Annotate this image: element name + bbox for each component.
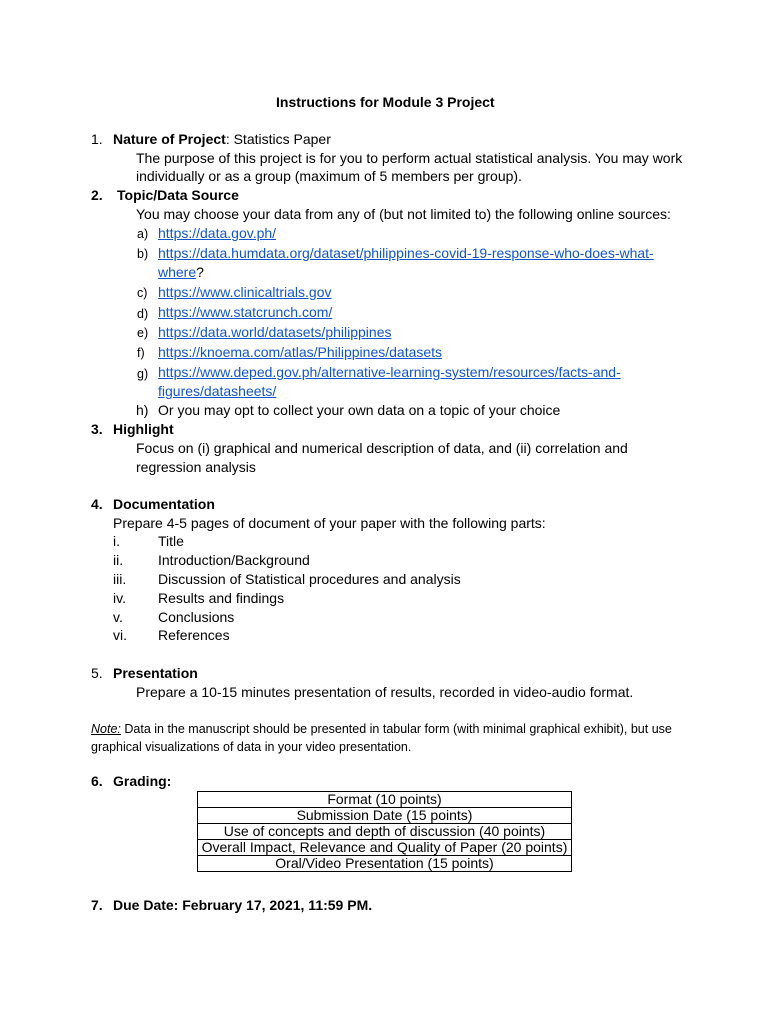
- section-4-intro: Prepare 4-5 pages of document of your paper with the following parts:: [113, 515, 546, 531]
- note-line-2: graphical visualizations of data in your video presentation.: [91, 740, 412, 754]
- section-1-number: 1.: [91, 131, 103, 147]
- source-link-deped[interactable]: https://www.deped.gov.ph/alternative-learning-system/resources/facts-and-: [158, 364, 621, 380]
- table-row: [198, 792, 572, 808]
- source-marker-h: h): [136, 402, 149, 418]
- grading-overall-impact: Overall Impact, Relevance and Quality of Paper (20 points): [198, 840, 572, 856]
- section-1-heading: [113, 130, 331, 148]
- part-references: References: [158, 627, 230, 643]
- part-results: Results and findings: [158, 590, 285, 606]
- grading-submission-date: Submission Date (15 points): [198, 808, 572, 824]
- due-date: Due Date: February 17, 2021, 11:59 PM.: [113, 897, 373, 913]
- section-6-number: 6.: [91, 773, 103, 789]
- source-link-humdata[interactable]: https://data.humdata.org/dataset/philippines-covid-19-response-who-does-what-: [158, 245, 654, 261]
- source-marker-a: a): [137, 227, 149, 241]
- section-5-label: Presentation: [113, 665, 198, 681]
- note-text-1: Data in the manuscript should be presented in tabular form (with minimal graphical exhibit), but use: [120, 722, 672, 736]
- table-row: [198, 840, 572, 856]
- source-marker-f: f): [137, 346, 145, 360]
- part-marker-v: v.: [113, 609, 123, 625]
- section-2-number: 2.: [91, 187, 103, 203]
- section-1-label: Nature of Project: [113, 131, 226, 147]
- source-link-data-gov-ph[interactable]: https://data.gov.ph/: [158, 225, 277, 241]
- part-introduction: Introduction/Background: [158, 552, 310, 568]
- grading-concepts: Use of concepts and depth of discussion (40 points): [198, 824, 572, 840]
- source-marker-e: e): [137, 326, 149, 340]
- grading-table: [197, 791, 572, 872]
- table-row: [198, 808, 572, 824]
- section-7-number: 7.: [91, 897, 103, 913]
- section-2-label: Topic/Data Source: [117, 187, 239, 203]
- section-1-value: : Statistics Paper: [225, 131, 331, 147]
- part-marker-vi: vi.: [113, 627, 127, 643]
- part-discussion: Discussion of Statistical procedures and analysis: [158, 571, 461, 587]
- source-marker-c: c): [137, 286, 148, 300]
- source-humdata-suffix: ?: [196, 264, 204, 280]
- section-3-number: 3.: [91, 421, 103, 437]
- source-marker-b: b): [137, 247, 149, 261]
- section-5-line: Prepare a 10-15 minutes presentation of results, recorded in video-audio format.: [136, 684, 634, 700]
- grading-format: Format (10 points): [198, 792, 572, 808]
- table-row: [198, 856, 572, 872]
- document-title: Instructions for Module 3 Project: [276, 94, 495, 110]
- section-3-label: Highlight: [113, 421, 174, 437]
- note-label: Note:: [91, 722, 121, 736]
- section-1-line-2: individually or as a group (maximum of 5 members per group).: [136, 168, 522, 184]
- table-row: [198, 824, 572, 840]
- section-6-label: Grading:: [113, 773, 172, 789]
- section-1-line-1: The purpose of this project is for you to perform actual statistical analysis. You may work: [136, 150, 683, 166]
- part-marker-iii: iii.: [113, 571, 127, 587]
- source-marker-g: g): [137, 367, 149, 381]
- part-marker-iv: iv.: [113, 590, 126, 606]
- part-marker-ii: ii.: [113, 552, 124, 568]
- part-marker-i: i.: [113, 533, 120, 549]
- grading-oral-video: Oral/Video Presentation (15 points): [198, 856, 572, 872]
- section-3-line-1: Focus on (i) graphical and numerical description of data, and (ii) correlation and: [136, 440, 628, 456]
- section-3-line-2: regression analysis: [136, 459, 256, 475]
- note-line-1: [91, 720, 672, 738]
- part-title: Title: [158, 533, 184, 549]
- section-5-number: 5.: [91, 665, 103, 681]
- section-2-intro: You may choose your data from any of (but not limited to) the following online sources:: [136, 206, 671, 222]
- source-marker-d: d): [137, 307, 149, 321]
- section-4-label: Documentation: [113, 496, 215, 512]
- section-4-number: 4.: [91, 496, 103, 512]
- source-link-clinicaltrials[interactable]: https://www.clinicaltrials.gov: [158, 284, 332, 300]
- source-link-statcrunch[interactable]: https://www.statcrunch.com/: [158, 304, 333, 320]
- part-conclusions: Conclusions: [158, 609, 235, 625]
- source-link-humdata-where[interactable]: where: [158, 264, 197, 280]
- source-link-humdata-cont: [158, 263, 204, 281]
- source-own-data: Or you may opt to collect your own data on a topic of your choice: [158, 402, 561, 418]
- source-link-data-world[interactable]: https://data.world/datasets/philippines: [158, 324, 392, 340]
- source-link-deped-cont[interactable]: figures/datasheets/: [158, 383, 277, 399]
- source-link-knoema[interactable]: https://knoema.com/atlas/Philippines/datasets: [158, 344, 443, 360]
